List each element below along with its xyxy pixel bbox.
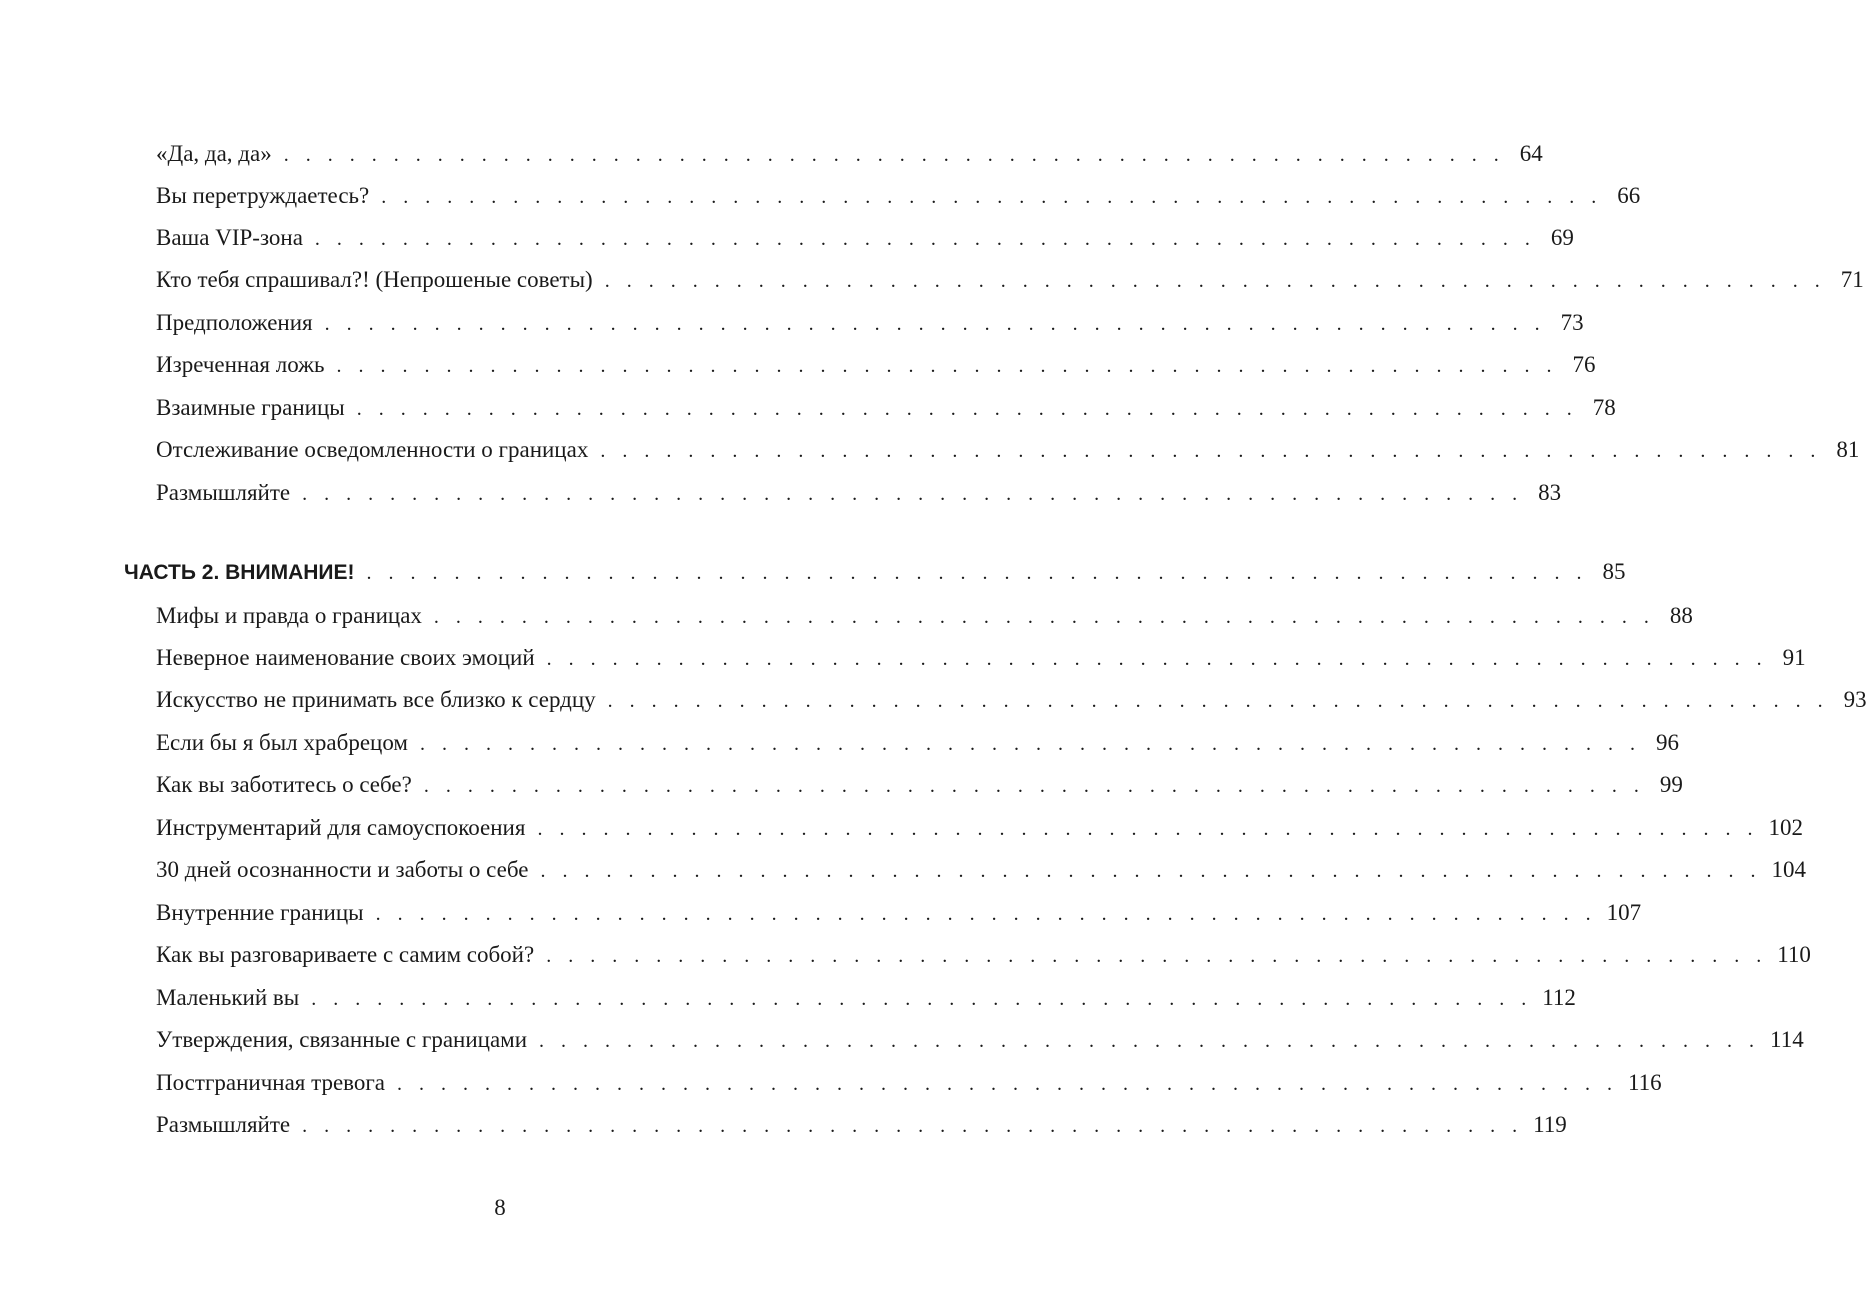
toc-entry-title: 30 дней осознанности и заботы о себе [156, 857, 529, 882]
toc-entry-page: 93 [1843, 687, 1867, 712]
toc-entry-page: 112 [1542, 985, 1576, 1010]
toc-part-page: 85 [1602, 559, 1626, 584]
dot-leader: . . . . . . . . . . . . . . . . . . . . . . . . . . . . . . . . . . . . . . . . . . . . . . . . . . . . . . . . [314, 228, 1536, 250]
toc-entry[interactable] [156, 638, 1806, 678]
toc-entry-title: Изреченная ложь [156, 352, 325, 377]
toc-entry[interactable] [156, 596, 1693, 636]
toc-entry-page: 114 [1770, 1027, 1804, 1052]
dot-leader: . . . . . . . . . . . . . . . . . . . . . . . . . . . . . . . . . . . . . . . . . . . . . . . . . . . . . . . . [336, 355, 1558, 377]
toc-entry[interactable] [156, 260, 1864, 300]
toc-entry-title: Неверное наименование своих эмоций [156, 645, 535, 670]
dot-leader: . . . . . . . . . . . . . . . . . . . . . . . . . . . . . . . . . . . . . . . . . . . . . . . . . . . . . . . . [283, 144, 1505, 166]
toc-entry-title: Предположения [156, 310, 313, 335]
dot-leader: . . . . . . . . . . . . . . . . . . . . . . . . . . . . . . . . . . . . . . . . . . . . . . . . . . . . . . . . [366, 562, 1588, 584]
toc-entry-title: Как вы разговариваете с самим собой? [156, 942, 535, 967]
toc-entry-title: Вы перетруждаетесь? [156, 183, 370, 208]
dot-leader: . . . . . . . . . . . . . . . . . . . . . . . . . . . . . . . . . . . . . . . . . . . . . . . . . . . . . . . . [381, 186, 1603, 208]
toc-entry-title: Искусство не принимать все близко к сердцу [156, 687, 596, 712]
toc-entry-page: 110 [1777, 942, 1811, 967]
toc-entry-title: Размышляйте [156, 480, 291, 505]
toc-entry-title: Кто тебя спрашивал?! (Непрошеные советы) [156, 267, 593, 292]
toc-entry[interactable] [156, 388, 1616, 428]
toc-entry-page: 99 [1659, 772, 1683, 797]
toc-entry[interactable] [156, 1063, 1662, 1103]
toc-entry[interactable] [156, 765, 1683, 805]
toc-entry-title: Мифы и правда о границах [156, 603, 422, 628]
toc-entry-title: Постграничная тревога [156, 1070, 386, 1095]
dot-leader: . . . . . . . . . . . . . . . . . . . . . . . . . . . . . . . . . . . . . . . . . . . . . . . . . . . . . . . . [302, 483, 1524, 505]
toc-part-title: ЧАСТЬ 2. ВНИМАНИЕ! [124, 561, 355, 584]
toc-entry-title: Если бы я был храбрецом [156, 730, 408, 755]
toc-entry-title: Маленький вы [156, 985, 300, 1010]
toc-entry-title: Инструментарий для самоуспокоения [156, 815, 526, 840]
dot-leader: . . . . . . . . . . . . . . . . . . . . . . . . . . . . . . . . . . . . . . . . . . . . . . . . . . . . . . . . [397, 1073, 1619, 1095]
toc-entry-title: Взаимные границы [156, 395, 345, 420]
toc-entry-title: «Да, да, да» [156, 141, 272, 166]
toc-part-heading[interactable] [124, 552, 1626, 592]
toc-entry-page: 116 [1628, 1070, 1662, 1095]
toc-entry-page: 83 [1538, 480, 1562, 505]
page-number: 8 [494, 1195, 506, 1220]
toc-entry[interactable] [156, 1105, 1567, 1145]
dot-leader: . . . . . . . . . . . . . . . . . . . . . . . . . . . . . . . . . . . . . . . . . . . . . . . . . . . . . . . . [433, 606, 1655, 628]
toc-entry-page: 73 [1560, 310, 1584, 335]
toc-entry[interactable] [156, 850, 1806, 890]
toc-entry[interactable] [156, 978, 1576, 1018]
dot-leader: . . . . . . . . . . . . . . . . . . . . . . . . . . . . . . . . . . . . . . . . . . . . . . . . . . . . . . . . [607, 690, 1829, 712]
dot-leader: . . . . . . . . . . . . . . . . . . . . . . . . . . . . . . . . . . . . . . . . . . . . . . . . . . . . . . . . [356, 398, 1578, 420]
toc-entry-page: 104 [1771, 857, 1806, 882]
dot-leader: . . . . . . . . . . . . . . . . . . . . . . . . . . . . . . . . . . . . . . . . . . . . . . . . . . . . . . . . [604, 270, 1826, 292]
toc-entry[interactable] [156, 430, 1860, 470]
toc-entry-page: 78 [1592, 395, 1616, 420]
dot-leader: . . . . . . . . . . . . . . . . . . . . . . . . . . . . . . . . . . . . . . . . . . . . . . . . . . . . . . . . [324, 313, 1546, 335]
toc-entry[interactable] [156, 473, 1562, 513]
toc-entry-title: Утверждения, связанные с границами [156, 1027, 528, 1052]
toc-entry[interactable] [156, 134, 1543, 174]
toc-entry-page: 119 [1533, 1112, 1567, 1137]
toc-entry-page: 96 [1655, 730, 1679, 755]
toc-entry-title: Размышляйте [156, 1112, 291, 1137]
toc-entry[interactable] [156, 893, 1642, 933]
dot-leader: . . . . . . . . . . . . . . . . . . . . . . . . . . . . . . . . . . . . . . . . . . . . . . . . . . . . . . . . [546, 945, 1768, 967]
toc-entry-page: 88 [1669, 603, 1693, 628]
dot-leader: . . . . . . . . . . . . . . . . . . . . . . . . . . . . . . . . . . . . . . . . . . . . . . . . . . . . . . . . [539, 1030, 1761, 1052]
dot-leader: . . . . . . . . . . . . . . . . . . . . . . . . . . . . . . . . . . . . . . . . . . . . . . . . . . . . . . . . [537, 818, 1759, 840]
toc-entry-page: 107 [1606, 900, 1642, 925]
dot-leader: . . . . . . . . . . . . . . . . . . . . . . . . . . . . . . . . . . . . . . . . . . . . . . . . . . . . . . . . [540, 860, 1762, 882]
toc-entry-page: 66 [1617, 183, 1641, 208]
toc-entry-title: Отслеживание осведомленности о границах [156, 437, 589, 462]
toc-entry-page: 64 [1519, 141, 1543, 166]
dot-leader: . . . . . . . . . . . . . . . . . . . . . . . . . . . . . . . . . . . . . . . . . . . . . . . . . . . . . . . . [302, 1115, 1524, 1137]
toc-entry[interactable] [156, 723, 1679, 763]
toc-entry[interactable] [156, 218, 1574, 258]
toc-entry[interactable] [156, 345, 1596, 385]
toc-entry-page: 76 [1572, 352, 1596, 377]
toc-entry[interactable] [156, 808, 1803, 848]
toc-entry[interactable] [156, 176, 1641, 216]
toc-entry[interactable] [156, 1020, 1804, 1060]
dot-leader: . . . . . . . . . . . . . . . . . . . . . . . . . . . . . . . . . . . . . . . . . . . . . . . . . . . . . . . . [375, 903, 1597, 925]
dot-leader: . . . . . . . . . . . . . . . . . . . . . . . . . . . . . . . . . . . . . . . . . . . . . . . . . . . . . . . . [419, 733, 1641, 755]
toc-entry-page: 69 [1550, 225, 1574, 250]
toc-entry[interactable] [156, 935, 1811, 975]
toc-entry-page: 91 [1782, 645, 1806, 670]
dot-leader: . . . . . . . . . . . . . . . . . . . . . . . . . . . . . . . . . . . . . . . . . . . . . . . . . . . . . . . . [546, 648, 1768, 670]
toc-entry-title: Ваша VIP-зона [156, 225, 303, 250]
dot-leader: . . . . . . . . . . . . . . . . . . . . . . . . . . . . . . . . . . . . . . . . . . . . . . . . . . . . . . . . [311, 988, 1533, 1010]
toc-entry-title: Как вы заботитесь о себе? [156, 772, 412, 797]
dot-leader: . . . . . . . . . . . . . . . . . . . . . . . . . . . . . . . . . . . . . . . . . . . . . . . . . . . . . . . . [600, 440, 1822, 462]
toc-entry-title: Внутренние границы [156, 900, 364, 925]
toc-entry[interactable] [156, 303, 1584, 343]
toc-entry-page: 102 [1768, 815, 1803, 840]
dot-leader: . . . . . . . . . . . . . . . . . . . . . . . . . . . . . . . . . . . . . . . . . . . . . . . . . . . . . . . . [423, 775, 1645, 797]
toc-entry-page: 81 [1836, 437, 1860, 462]
toc-entry-page: 71 [1840, 267, 1864, 292]
toc-entry[interactable] [156, 680, 1867, 720]
